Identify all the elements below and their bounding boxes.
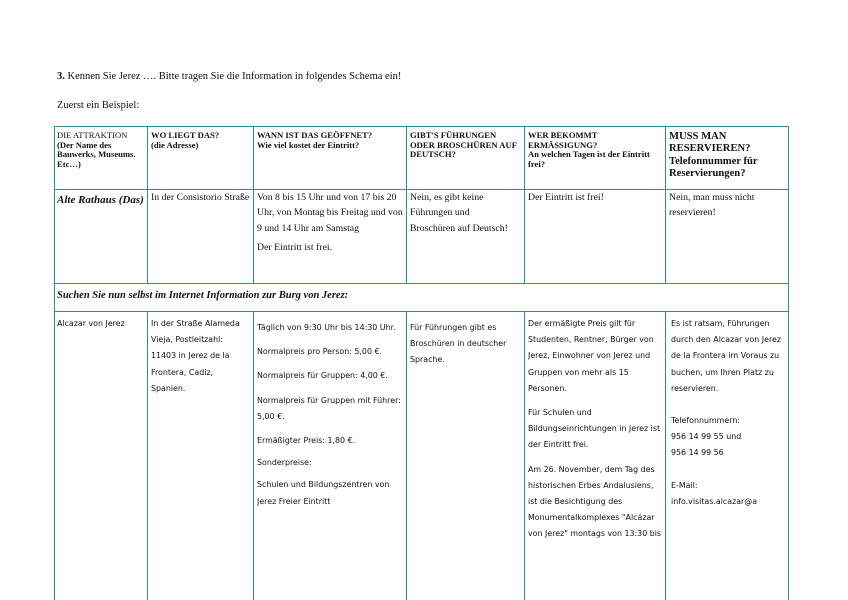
phone-number: 956 14 99 56 (671, 448, 724, 458)
table-col-rule (524, 311, 525, 600)
header-tours-title: GIBT'S FÜHRUNGEN ODER BROSCHÜREN AUF DEUTSCH? (410, 131, 517, 159)
answer-address: In der Straße Alameda Vieja, Postleitzahl: 11403 in Jerez de la Frontera, Cadiz, Spanien. (151, 319, 240, 393)
answer-hours-line: Sonderpreise: (257, 458, 312, 468)
table-col-rule (147, 311, 148, 600)
table-col-rule (524, 126, 525, 283)
table-col-rule (665, 126, 666, 283)
intro-text: Zuerst ein Beispiel: (57, 100, 140, 111)
answer-discount-line: Am 26. November, dem Tag des historischen Erbes Andalusiens, ist die Besichtigung des Monumentalkomplexes "Alcázar von Jerez" montags von 13:30 bis (528, 464, 662, 539)
answer-hours-line: Ermäßigter Preis: 1,80 €. (257, 436, 356, 446)
table-col-rule (665, 311, 666, 600)
header-attraction-sub: (Der Name des Bauwerks, Museums. Etc…) (57, 139, 136, 169)
header-reservation (669, 131, 785, 181)
table-col-rule (406, 311, 407, 600)
header-hours-title: WANN IST DAS GEÖFFNET? (257, 131, 373, 140)
table-border-right (788, 126, 789, 600)
table-rule (54, 283, 788, 284)
header-address-sub: (die Adresse) (151, 139, 199, 150)
header-reservation-title: MUSS MAN RESERVIEREN? Telefonnummer für Reservierungen? (669, 131, 758, 180)
answer-discount-line: Für Schulen und Bildungseinrichtungen in Jerez ist der Eintritt frei. (528, 408, 661, 450)
header-discount-title: WER BEKOMMT ERMÄSSIGUNG? (528, 131, 598, 150)
question-number: 3. (57, 71, 65, 82)
header-hours-sub: Wie viel kostet der Eintritt? (257, 139, 360, 150)
table-border-top (54, 126, 788, 127)
answer-hours-line: Schulen und Bildungszentren von Jerez Freier Eintritt (257, 480, 390, 506)
table-col-rule (253, 126, 254, 283)
question-text: Kennen Sie Jerez …. Bitte tragen Sie die Information in folgendes Schema ein! (67, 71, 402, 82)
header-address-title: WO LIEGT DAS? (151, 131, 220, 140)
example-address: In der Consistorio Straße (151, 192, 250, 203)
email-address: info.visitas.alcazar@a (671, 496, 758, 506)
header-hours (257, 131, 404, 150)
table-border-left (54, 126, 55, 600)
header-address (151, 131, 251, 150)
header-attraction-title: DIE ATTRAKTION (57, 131, 128, 140)
answer-hours-line: Normalpreis für Gruppen mit Führer: 5,00 €. (257, 395, 401, 421)
answer-attraction: Alcazar von Jerez (57, 319, 125, 328)
table-col-rule (253, 311, 254, 600)
answer-tours: Für Führungen gibt es Broschüren in deutscher Sprache. (410, 323, 507, 365)
phone-number: 956 14 99 55 und (671, 432, 742, 442)
answer-hours-line: Normalpreis pro Person: 5,00 €. (257, 347, 382, 357)
answer-hours-line: Normalpreis für Gruppen: 4,00 €. (257, 371, 388, 381)
example-discount: Der Eintritt ist frei! (528, 192, 604, 203)
table-rule (54, 311, 788, 312)
header-discount-sub: An welchen Tagen ist der Eintritt frei? (528, 149, 650, 169)
answer-reservation-cell (671, 316, 786, 600)
search-instruction-banner: Suchen Sie nun selbst im Internet Information zur Burg von Jerez: (57, 290, 349, 301)
answer-hours-line: Täglich von 9:30 Uhr bis 14:30 Uhr. (257, 323, 396, 332)
header-discount (528, 131, 663, 169)
header-tours (410, 131, 522, 160)
table-col-rule (147, 126, 148, 283)
example-reservation: Nein, man muss nicht reservieren! (669, 192, 755, 219)
question-heading (57, 71, 401, 82)
answer-discount-line: Der ermäßigte Preis gilt für Studenten, Rentner, Bürger von Jerez, Einwohner von Jerez und Gruppen von mehr als 15 Personen. (528, 319, 654, 393)
header-attraction (57, 131, 145, 169)
example-tours: Nein, es gibt keine Führungen und Broschüren auf Deutsch! (410, 192, 508, 234)
answer-discount-cell (528, 316, 663, 600)
example-hours: Von 8 bis 15 Uhr und von 17 bis 20 Uhr, von Montag bis Freitag und von 9 und 14 Uhr am Samstag (257, 192, 403, 234)
phone-label: Telefonnummern: (671, 416, 740, 426)
example-attraction: Alte Rathaus (Das) (57, 194, 144, 206)
answer-hours-cell (257, 320, 403, 600)
answer-reservation-text: Es ist ratsam, Führungen durch den Alcazar von Jerez de la Frontera im Voraus zu buchen, um Ihren Platz zu reservieren. (671, 319, 782, 393)
example-hours-cell (257, 190, 404, 255)
email-label: E-Mail: (671, 480, 698, 490)
example-price: Der Eintritt ist frei. (257, 241, 333, 253)
table-col-rule (406, 126, 407, 283)
